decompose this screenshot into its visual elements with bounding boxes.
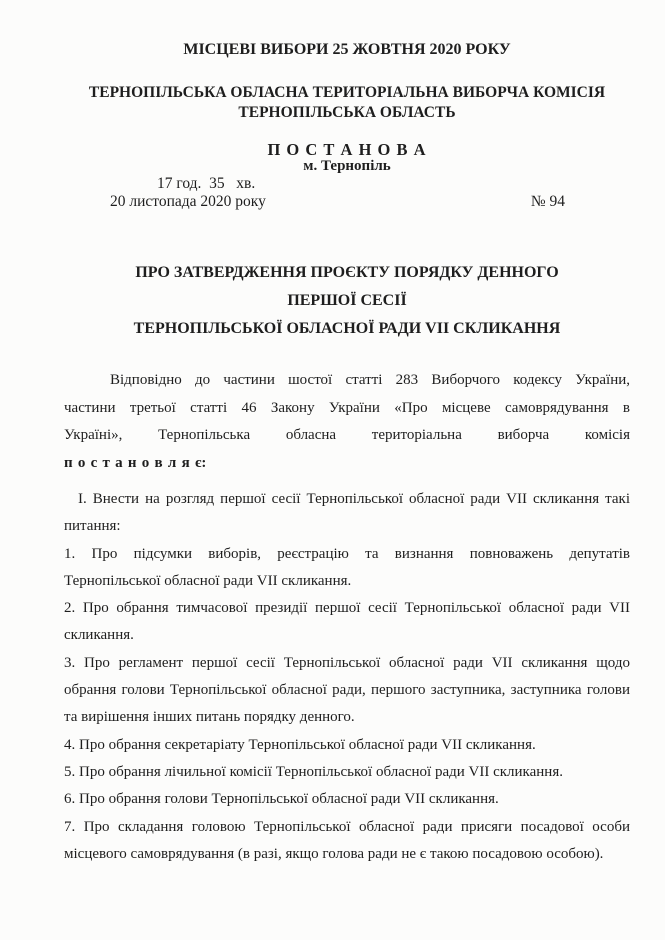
date-number-row [64, 193, 630, 211]
document-type-heading: П О С Т А Н О В А [267, 140, 427, 159]
commission-name: ТЕРНОПІЛЬСЬКА ОБЛАСНА ТЕРИТОРІАЛЬНА ВИБОРЧА КОМІСІЯ [88, 84, 606, 101]
agenda-section [64, 486, 630, 868]
preamble-line-1: Відповідно до частини шостої статті 283 Виборчого кодексу України, [110, 372, 630, 388]
document-city: м. Тернопіль [303, 158, 391, 174]
agenda-item-2: 2. Про обрання тимчасової президії першої сесії Тернопільської обласної ради VII скликання. [64, 600, 630, 644]
resolves-word: п о с т а н о в л я є: [64, 454, 207, 471]
document-title [64, 259, 630, 343]
agenda-item-4: 4. Про обрання секретаріату Тернопільської обласної ради VII скликання. [64, 736, 536, 753]
section-intro: І. Внести на розгляд першої сесії Тернопільської обласної ради VII скликання такі питання: [64, 491, 630, 535]
preamble-line-2: частини третьої статті 46 Закону України «Про місцеве самоврядування в [64, 399, 630, 416]
document-number: № 94 [530, 193, 565, 210]
preamble [64, 367, 630, 477]
title-line-1: ПРО ЗАТВЕРДЖЕННЯ ПРОЄКТУ ПОРЯДКУ ДЕННОГО [135, 264, 559, 281]
preamble-line-3: Україні», Тернопільська обласна територіальна виборча комісія [64, 427, 630, 443]
agenda-item-6: 6. Про обрання голови Тернопільської обласної ради VII скликання. [64, 791, 499, 808]
commission-header [64, 83, 630, 123]
agenda-item-1: 1. Про підсумки виборів, реєстрацію та визнання повноважень депутатів Тернопільської обласної ради VII скликання. [64, 545, 630, 589]
title-line-2: ПЕРШОЇ СЕСІЇ [287, 292, 407, 309]
commission-region: ТЕРНОПІЛЬСЬКА ОБЛАСТЬ [238, 104, 456, 121]
document-time: 17 год. 35 хв. [157, 175, 256, 192]
agenda-item-5: 5. Про обрання лічильної комісії Тернопільської обласної ради VII скликання. [64, 763, 563, 780]
document-date: 20 листопада 2020 року [110, 193, 266, 210]
election-header: МІСЦЕВІ ВИБОРИ 25 ЖОВТНЯ 2020 РОКУ [183, 41, 511, 58]
title-line-3: ТЕРНОПІЛЬСЬКОЇ ОБЛАСНОЇ РАДИ VII СКЛИКАННЯ [133, 320, 561, 337]
agenda-item-3: 3. Про регламент першої сесії Тернопільської обласної ради VII скликання щодо обрання голови Тернопільської обласної ради, першого заступника, заступника голови та вирішення інших питань порядку денного. [64, 654, 630, 726]
agenda-item-7: 7. Про складання головою Тернопільської обласної ради присяги посадової особи місцевого самоврядування (в разі, якщо голова ради не є такою посадовою особою). [64, 818, 630, 862]
